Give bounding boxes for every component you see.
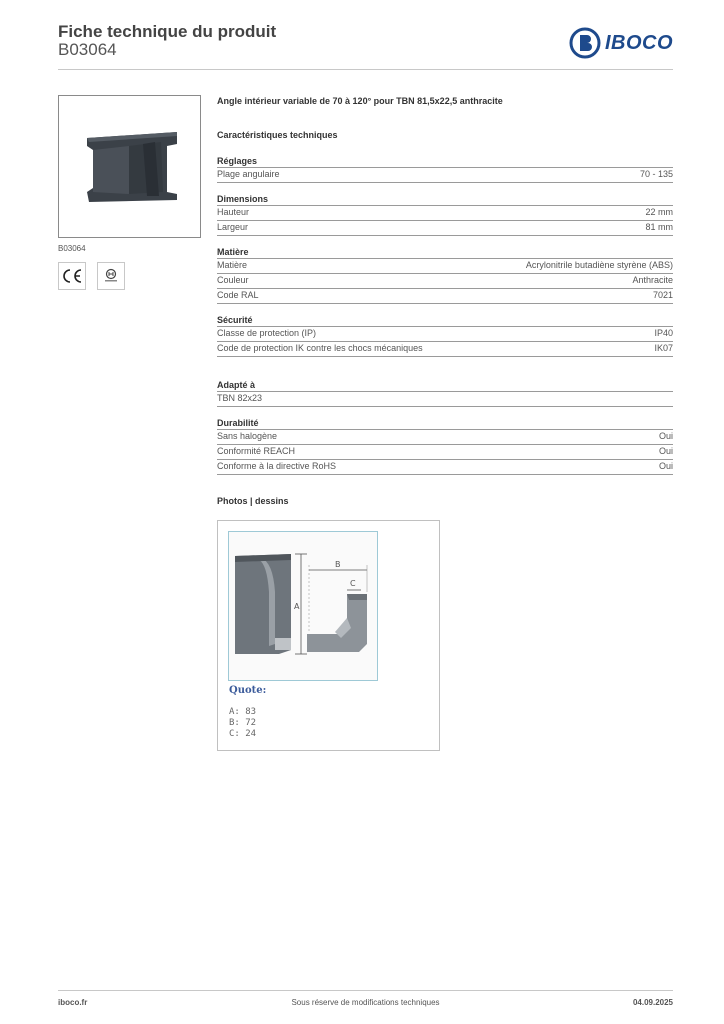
specifications-panel [217, 95, 673, 507]
spec-value: Oui [658, 431, 673, 441]
spec-row [217, 221, 673, 236]
ce-mark-badge [58, 262, 86, 290]
logo-text: IBOCO [604, 31, 673, 54]
footer-website: iboco.fr [58, 998, 88, 1007]
spec-label: Conforme à la directive RoHS [217, 461, 337, 471]
product-image [58, 95, 201, 238]
specifications-title: Caractéristiques techniques [217, 130, 338, 140]
section-title: Durabilité [217, 418, 259, 428]
certification-mark-icon [102, 267, 120, 285]
spec-row [217, 259, 673, 274]
spec-value: Oui [658, 446, 673, 456]
iboco-logo-icon [569, 27, 601, 59]
section-reglages [217, 155, 673, 183]
section-title: Dimensions [217, 194, 269, 204]
spec-label: Classe de protection (IP) [217, 328, 317, 338]
spec-row [217, 342, 673, 357]
dim-label-a: A [294, 602, 300, 611]
spec-value: Acrylonitrile butadiène styrène (ABS) [525, 260, 673, 270]
section-securite [217, 314, 673, 357]
spec-value: IK07 [654, 343, 673, 353]
photos-title: Photos | dessins [217, 496, 289, 506]
spec-row [217, 206, 673, 221]
brand-logo [569, 26, 673, 60]
section-title: Réglages [217, 156, 258, 166]
spec-label: Couleur [217, 275, 249, 285]
quote-label: Quote: [229, 685, 267, 696]
page-footer [58, 990, 673, 1010]
spec-row [217, 430, 673, 445]
image-caption: B03064 [58, 244, 86, 253]
spec-label: Matière [217, 260, 248, 270]
spec-value: 7021 [652, 290, 673, 300]
spec-value: 70 - 135 [639, 169, 673, 179]
ce-mark-icon [61, 268, 83, 284]
spec-value: 81 mm [645, 222, 673, 232]
document-title: Fiche technique du produit [58, 22, 277, 41]
spec-value: Oui [658, 461, 673, 471]
spec-row [217, 289, 673, 304]
section-title: Adapté à [217, 380, 256, 390]
spec-label: Conformité REACH [217, 446, 296, 456]
section-title: Sécurité [217, 315, 253, 325]
section-matiere [217, 246, 673, 304]
quote-value-b: B: 72 [229, 718, 257, 728]
page-header [58, 20, 673, 70]
quote-value-c: C: 24 [229, 729, 257, 739]
spec-label: Hauteur [217, 207, 250, 217]
product-reference: B03064 [58, 40, 117, 59]
quote-value-a: A: 83 [229, 707, 257, 717]
section-adapte-a [217, 379, 673, 407]
dim-label-b: B [335, 560, 341, 569]
section-title: Matière [217, 247, 249, 257]
spec-label: Code RAL [217, 290, 259, 300]
technical-drawing [217, 520, 440, 751]
certification-badge [97, 262, 125, 290]
spec-row [217, 445, 673, 460]
spec-label: Code de protection IK contre les chocs mécaniques [217, 343, 423, 353]
footer-notice: Sous réserve de modifications techniques [291, 998, 440, 1007]
product-photo [59, 96, 200, 237]
spec-value: 22 mm [645, 207, 673, 217]
footer-date: 04.09.2025 [632, 998, 673, 1007]
spec-row [217, 327, 673, 342]
spec-label: Sans halogène [217, 431, 278, 441]
section-durabilite [217, 417, 673, 475]
spec-label: Largeur [217, 222, 249, 232]
section-dimensions [217, 193, 673, 236]
dimension-drawing [229, 532, 377, 680]
spec-row [217, 168, 673, 183]
spec-label: Plage angulaire [217, 169, 280, 179]
product-name: Angle intérieur variable de 70 à 120° pour TBN 81,5x22,5 anthracite [217, 96, 503, 106]
spec-value: Anthracite [632, 275, 673, 285]
spec-row [217, 460, 673, 475]
spec-value: IP40 [654, 328, 673, 338]
spec-row [217, 392, 673, 407]
dim-label-c: C [350, 579, 356, 588]
drawing-frame [228, 531, 378, 681]
spec-row [217, 274, 673, 289]
spec-label: TBN 82x23 [217, 393, 263, 403]
